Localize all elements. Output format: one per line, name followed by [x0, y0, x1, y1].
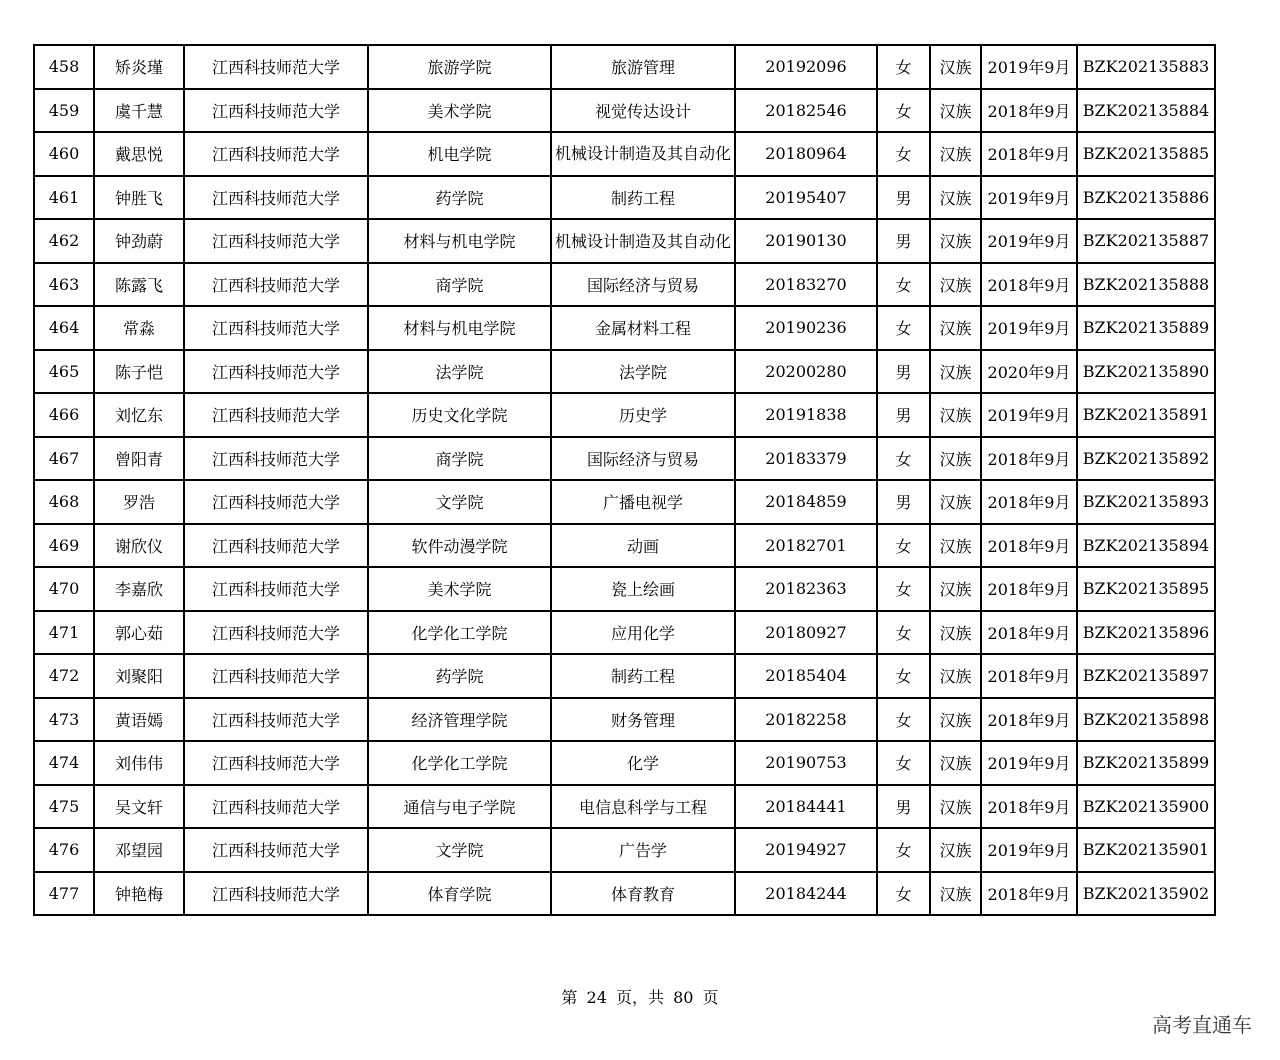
- cell-gender: 女: [877, 132, 930, 176]
- cell-major: 制药工程: [551, 654, 735, 698]
- current-page-number: 24: [586, 988, 607, 1007]
- page-footer: [0, 985, 1280, 1008]
- cell-certificate-id: BZK202135886: [1077, 176, 1215, 220]
- cell-ethnicity: 汉族: [930, 132, 981, 176]
- cell-university: 江西科技师范大学: [184, 698, 368, 742]
- cell-name: 钟胜飞: [94, 176, 184, 220]
- cell-student-id: 20182701: [735, 524, 877, 568]
- cell-number: 468: [34, 480, 94, 524]
- table-row: [34, 437, 1215, 481]
- cell-name: 矫炎瑾: [94, 45, 184, 89]
- cell-certificate-id: BZK202135901: [1077, 828, 1215, 872]
- cell-gender: 女: [877, 45, 930, 89]
- cell-number: 477: [34, 872, 94, 916]
- cell-ethnicity: 汉族: [930, 785, 981, 829]
- cell-university: 江西科技师范大学: [184, 524, 368, 568]
- cell-college: 旅游学院: [368, 45, 551, 89]
- table-row: [34, 698, 1215, 742]
- cell-enrollment: 2018年9月: [981, 611, 1077, 655]
- cell-name: 郭心茹: [94, 611, 184, 655]
- cell-number: 462: [34, 219, 94, 263]
- cell-certificate-id: BZK202135895: [1077, 567, 1215, 611]
- cell-enrollment: 2018年9月: [981, 263, 1077, 307]
- footer-middle: 页，共: [615, 988, 664, 1007]
- cell-university: 江西科技师范大学: [184, 350, 368, 394]
- cell-number: 473: [34, 698, 94, 742]
- cell-certificate-id: BZK202135900: [1077, 785, 1215, 829]
- cell-gender: 女: [877, 567, 930, 611]
- cell-college: 药学院: [368, 176, 551, 220]
- cell-university: 江西科技师范大学: [184, 480, 368, 524]
- table-row: [34, 611, 1215, 655]
- cell-student-id: 20180964: [735, 132, 877, 176]
- cell-major: 电信息科学与工程: [551, 785, 735, 829]
- cell-major: 广告学: [551, 828, 735, 872]
- table-row: [34, 306, 1215, 350]
- cell-major: 历史学: [551, 393, 735, 437]
- cell-student-id: 20182363: [735, 567, 877, 611]
- cell-student-id: 20191838: [735, 393, 877, 437]
- cell-college: 化学化工学院: [368, 741, 551, 785]
- cell-enrollment: 2019年9月: [981, 219, 1077, 263]
- cell-enrollment: 2019年9月: [981, 306, 1077, 350]
- cell-gender: 女: [877, 306, 930, 350]
- cell-name: 李嘉欣: [94, 567, 184, 611]
- cell-student-id: 20180927: [735, 611, 877, 655]
- cell-ethnicity: 汉族: [930, 524, 981, 568]
- cell-certificate-id: BZK202135902: [1077, 872, 1215, 916]
- cell-enrollment: 2018年9月: [981, 524, 1077, 568]
- cell-ethnicity: 汉族: [930, 219, 981, 263]
- cell-number: 466: [34, 393, 94, 437]
- cell-number: 475: [34, 785, 94, 829]
- footer-prefix: 第: [561, 988, 578, 1007]
- table-row: [34, 350, 1215, 394]
- cell-name: 黄语嫣: [94, 698, 184, 742]
- cell-gender: 女: [877, 828, 930, 872]
- cell-student-id: 20183379: [735, 437, 877, 481]
- cell-university: 江西科技师范大学: [184, 437, 368, 481]
- cell-number: 463: [34, 263, 94, 307]
- cell-enrollment: 2018年9月: [981, 567, 1077, 611]
- cell-university: 江西科技师范大学: [184, 306, 368, 350]
- cell-name: 陈子恺: [94, 350, 184, 394]
- cell-name: 吴文轩: [94, 785, 184, 829]
- cell-name: 陈露飞: [94, 263, 184, 307]
- cell-certificate-id: BZK202135892: [1077, 437, 1215, 481]
- cell-ethnicity: 汉族: [930, 741, 981, 785]
- cell-university: 江西科技师范大学: [184, 611, 368, 655]
- cell-student-id: 20185404: [735, 654, 877, 698]
- cell-gender: 女: [877, 524, 930, 568]
- cell-enrollment: 2019年9月: [981, 828, 1077, 872]
- table-row: [34, 741, 1215, 785]
- cell-certificate-id: BZK202135884: [1077, 89, 1215, 133]
- cell-gender: 男: [877, 393, 930, 437]
- cell-major: 化学: [551, 741, 735, 785]
- cell-enrollment: 2018年9月: [981, 785, 1077, 829]
- cell-gender: 女: [877, 654, 930, 698]
- cell-ethnicity: 汉族: [930, 45, 981, 89]
- table-row: [34, 524, 1215, 568]
- cell-name: 邓望园: [94, 828, 184, 872]
- cell-ethnicity: 汉族: [930, 306, 981, 350]
- cell-gender: 女: [877, 741, 930, 785]
- cell-name: 刘聚阳: [94, 654, 184, 698]
- cell-major: 机械设计制造及其自动化: [551, 132, 735, 176]
- cell-college: 美术学院: [368, 567, 551, 611]
- cell-certificate-id: BZK202135893: [1077, 480, 1215, 524]
- cell-college: 文学院: [368, 480, 551, 524]
- cell-student-id: 20184859: [735, 480, 877, 524]
- cell-major: 应用化学: [551, 611, 735, 655]
- cell-gender: 女: [877, 872, 930, 916]
- cell-certificate-id: BZK202135887: [1077, 219, 1215, 263]
- cell-student-id: 20183270: [735, 263, 877, 307]
- cell-gender: 男: [877, 350, 930, 394]
- cell-number: 467: [34, 437, 94, 481]
- watermark-logo: 高考直通车: [1152, 1013, 1252, 1037]
- cell-enrollment: 2019年9月: [981, 45, 1077, 89]
- cell-major: 体育教育: [551, 872, 735, 916]
- cell-university: 江西科技师范大学: [184, 89, 368, 133]
- cell-ethnicity: 汉族: [930, 350, 981, 394]
- cell-university: 江西科技师范大学: [184, 654, 368, 698]
- table-row: [34, 89, 1215, 133]
- table-row: [34, 132, 1215, 176]
- cell-enrollment: 2020年9月: [981, 350, 1077, 394]
- cell-ethnicity: 汉族: [930, 393, 981, 437]
- table-row: [34, 654, 1215, 698]
- cell-ethnicity: 汉族: [930, 567, 981, 611]
- cell-college: 机电学院: [368, 132, 551, 176]
- cell-enrollment: 2018年9月: [981, 89, 1077, 133]
- cell-ethnicity: 汉族: [930, 828, 981, 872]
- cell-certificate-id: BZK202135890: [1077, 350, 1215, 394]
- cell-certificate-id: BZK202135898: [1077, 698, 1215, 742]
- cell-gender: 男: [877, 176, 930, 220]
- cell-university: 江西科技师范大学: [184, 132, 368, 176]
- cell-student-id: 20200280: [735, 350, 877, 394]
- cell-major: 制药工程: [551, 176, 735, 220]
- cell-college: 体育学院: [368, 872, 551, 916]
- cell-enrollment: 2019年9月: [981, 176, 1077, 220]
- cell-college: 经济管理学院: [368, 698, 551, 742]
- cell-major: 国际经济与贸易: [551, 437, 735, 481]
- cell-university: 江西科技师范大学: [184, 393, 368, 437]
- cell-major: 法学院: [551, 350, 735, 394]
- cell-university: 江西科技师范大学: [184, 567, 368, 611]
- cell-number: 471: [34, 611, 94, 655]
- cell-university: 江西科技师范大学: [184, 45, 368, 89]
- table-row: [34, 785, 1215, 829]
- table-row: [34, 219, 1215, 263]
- cell-ethnicity: 汉族: [930, 654, 981, 698]
- cell-certificate-id: BZK202135883: [1077, 45, 1215, 89]
- table-row: [34, 828, 1215, 872]
- cell-major: 国际经济与贸易: [551, 263, 735, 307]
- table-row: [34, 567, 1215, 611]
- cell-number: 469: [34, 524, 94, 568]
- cell-number: 472: [34, 654, 94, 698]
- cell-university: 江西科技师范大学: [184, 219, 368, 263]
- cell-number: 470: [34, 567, 94, 611]
- cell-name: 刘忆东: [94, 393, 184, 437]
- cell-ethnicity: 汉族: [930, 698, 981, 742]
- cell-gender: 女: [877, 89, 930, 133]
- cell-student-id: 20184441: [735, 785, 877, 829]
- total-pages: 80: [673, 988, 694, 1007]
- cell-college: 美术学院: [368, 89, 551, 133]
- student-table: [33, 44, 1216, 916]
- cell-student-id: 20190236: [735, 306, 877, 350]
- footer-suffix: 页: [702, 988, 719, 1007]
- cell-major: 旅游管理: [551, 45, 735, 89]
- cell-university: 江西科技师范大学: [184, 785, 368, 829]
- cell-enrollment: 2018年9月: [981, 132, 1077, 176]
- cell-student-id: 20192096: [735, 45, 877, 89]
- cell-college: 软件动漫学院: [368, 524, 551, 568]
- cell-college: 文学院: [368, 828, 551, 872]
- cell-certificate-id: BZK202135888: [1077, 263, 1215, 307]
- cell-name: 刘伟伟: [94, 741, 184, 785]
- cell-major: 机械设计制造及其自动化: [551, 219, 735, 263]
- cell-college: 通信与电子学院: [368, 785, 551, 829]
- cell-ethnicity: 汉族: [930, 480, 981, 524]
- cell-enrollment: 2019年9月: [981, 741, 1077, 785]
- cell-major: 金属材料工程: [551, 306, 735, 350]
- cell-certificate-id: BZK202135894: [1077, 524, 1215, 568]
- cell-name: 钟艳梅: [94, 872, 184, 916]
- table-row: [34, 872, 1215, 916]
- cell-ethnicity: 汉族: [930, 176, 981, 220]
- table-row: [34, 176, 1215, 220]
- cell-college: 化学化工学院: [368, 611, 551, 655]
- cell-number: 461: [34, 176, 94, 220]
- cell-name: 常淼: [94, 306, 184, 350]
- cell-number: 464: [34, 306, 94, 350]
- cell-gender: 男: [877, 219, 930, 263]
- cell-student-id: 20182546: [735, 89, 877, 133]
- cell-gender: 男: [877, 785, 930, 829]
- cell-college: 商学院: [368, 437, 551, 481]
- cell-university: 江西科技师范大学: [184, 176, 368, 220]
- table-row: [34, 480, 1215, 524]
- cell-ethnicity: 汉族: [930, 89, 981, 133]
- cell-name: 曾阳青: [94, 437, 184, 481]
- cell-gender: 女: [877, 263, 930, 307]
- cell-student-id: 20190130: [735, 219, 877, 263]
- cell-university: 江西科技师范大学: [184, 263, 368, 307]
- cell-enrollment: 2018年9月: [981, 698, 1077, 742]
- cell-university: 江西科技师范大学: [184, 741, 368, 785]
- cell-college: 材料与机电学院: [368, 306, 551, 350]
- cell-major: 瓷上绘画: [551, 567, 735, 611]
- cell-ethnicity: 汉族: [930, 437, 981, 481]
- cell-college: 药学院: [368, 654, 551, 698]
- cell-enrollment: 2018年9月: [981, 437, 1077, 481]
- table-row: [34, 45, 1215, 89]
- cell-university: 江西科技师范大学: [184, 828, 368, 872]
- cell-certificate-id: BZK202135899: [1077, 741, 1215, 785]
- cell-name: 谢欣仪: [94, 524, 184, 568]
- cell-name: 钟劲蔚: [94, 219, 184, 263]
- cell-enrollment: 2018年9月: [981, 872, 1077, 916]
- cell-university: 江西科技师范大学: [184, 872, 368, 916]
- cell-certificate-id: BZK202135889: [1077, 306, 1215, 350]
- cell-name: 罗浩: [94, 480, 184, 524]
- cell-student-id: 20190753: [735, 741, 877, 785]
- cell-number: 459: [34, 89, 94, 133]
- cell-name: 虞千慧: [94, 89, 184, 133]
- cell-certificate-id: BZK202135896: [1077, 611, 1215, 655]
- cell-enrollment: 2018年9月: [981, 654, 1077, 698]
- cell-number: 460: [34, 132, 94, 176]
- cell-number: 476: [34, 828, 94, 872]
- cell-college: 历史文化学院: [368, 393, 551, 437]
- cell-college: 商学院: [368, 263, 551, 307]
- cell-certificate-id: BZK202135885: [1077, 132, 1215, 176]
- cell-major: 视觉传达设计: [551, 89, 735, 133]
- cell-number: 465: [34, 350, 94, 394]
- cell-number: 474: [34, 741, 94, 785]
- cell-certificate-id: BZK202135897: [1077, 654, 1215, 698]
- table-row: [34, 393, 1215, 437]
- cell-major: 动画: [551, 524, 735, 568]
- cell-student-id: 20195407: [735, 176, 877, 220]
- cell-major: 广播电视学: [551, 480, 735, 524]
- cell-college: 法学院: [368, 350, 551, 394]
- cell-enrollment: 2018年9月: [981, 480, 1077, 524]
- cell-gender: 女: [877, 698, 930, 742]
- cell-student-id: 20184244: [735, 872, 877, 916]
- cell-gender: 女: [877, 611, 930, 655]
- cell-student-id: 20182258: [735, 698, 877, 742]
- cell-gender: 女: [877, 437, 930, 481]
- cell-number: 458: [34, 45, 94, 89]
- cell-name: 戴思悦: [94, 132, 184, 176]
- cell-ethnicity: 汉族: [930, 611, 981, 655]
- cell-gender: 男: [877, 480, 930, 524]
- cell-student-id: 20194927: [735, 828, 877, 872]
- cell-enrollment: 2019年9月: [981, 393, 1077, 437]
- table-row: [34, 263, 1215, 307]
- cell-certificate-id: BZK202135891: [1077, 393, 1215, 437]
- cell-major: 财务管理: [551, 698, 735, 742]
- cell-college: 材料与机电学院: [368, 219, 551, 263]
- cell-ethnicity: 汉族: [930, 263, 981, 307]
- cell-ethnicity: 汉族: [930, 872, 981, 916]
